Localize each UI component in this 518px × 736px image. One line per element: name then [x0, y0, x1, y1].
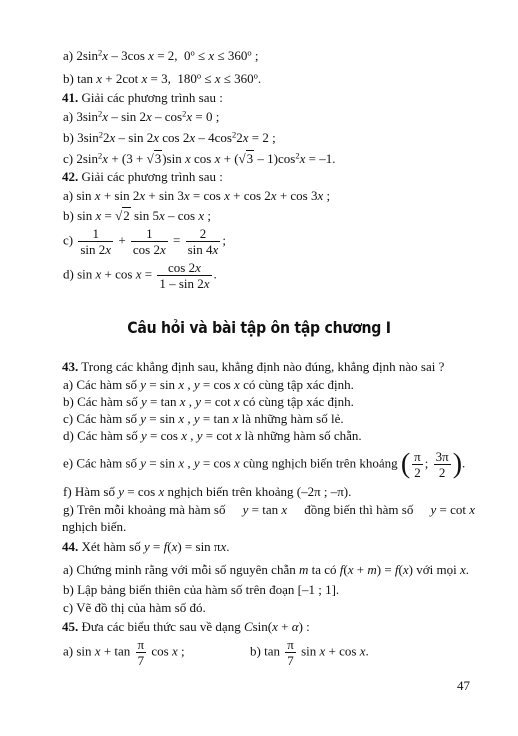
q43-item-f: f) Hàm số y = cos x nghịch biến trên khoảng (–2π ; –π).: [63, 484, 352, 499]
q43-item-e: e) Các hàm số y = sin x , y = cos x cùng nghịch biến trên khoảng ( $\frac{\pi}{2}$ ; $\frac{3\pi}{2}$ ).: [63, 448, 466, 480]
q40-item-b: b) tan x + 2cot x = 3, $180^o \le x \le 360^o$.: [63, 70, 262, 86]
q42-title: 42. Giải các phương trình sau :: [62, 169, 223, 184]
q42-item-a: a) sin x + sin 2x + sin 3x = cos x + cos 2x + cos 3x ;: [63, 188, 331, 203]
page-number: 47: [457, 678, 470, 693]
q43-item-a: a) Các hàm số y = sin x , y = cos x có cùng tập xác định.: [63, 377, 354, 392]
q41-title: 41. Giải các phương trình sau :: [62, 90, 223, 105]
q41-item-a: a) $3\sin^2x - \sin 2x - \cos^2x = 0$ ;: [63, 108, 220, 124]
q45-item-a: a) sin x + tan $\frac{\pi}{7}$ cos x ;: [63, 637, 185, 668]
q43-item-d: d) Các hàm số y = cos x , y = cot x là những hàm số chẵn.: [63, 428, 362, 443]
review-heading: Câu hỏi và bài tập ôn tập chương I: [127, 318, 391, 337]
q43-title: 43. Trong các khẳng định sau, khẳng định nào đúng, khẳng định nào sai ?: [62, 359, 445, 374]
q42-item-c: c) $\frac{1}{\sin 2x}$ + $\frac{1}{\cos 2x}$ = $\frac{2}{\sin 4x}$ ;: [63, 226, 226, 257]
q40-item-a: a) $2\sin^2x - 3\cos$ x = 2, $0^o \le x \le 360^o$ ;: [63, 47, 259, 63]
q43-item-b: b) Các hàm số y = tan x , y = cot x có cùng tập xác định.: [63, 394, 354, 409]
q45-item-b: b) tan $\frac{\pi}{7}$ sin x + cos x.: [250, 637, 369, 668]
q45-title: 45. Đưa các biểu thức sau về dạng Csin(x + α) :: [62, 619, 310, 634]
q43-item-c: c) Các hàm số y = sin x , y = tan x là những hàm số lẻ.: [63, 411, 344, 426]
q44-item-b: b) Lập bảng biến thiên của hàm số trên đoạn [–1 ; 1].: [63, 582, 340, 597]
q44-item-a: a) Chứng minh rằng với mỗi số nguyên chẵn m ta có f(x + m) = f(x) với mọi x.: [63, 562, 470, 577]
q44-item-c: c) Vẽ đồ thị của hàm số đó.: [63, 600, 206, 615]
q42-item-d: d) sin x + cos x = $\frac{\cos 2x}{1 - \sin 2x}$ .: [63, 260, 217, 291]
q41-item-c: c) $2\sin^2x + (3 + √3)\sin$ x $\cos x + (√3 - 1)\cos^2x = -1$.: [63, 150, 336, 166]
q41-item-b: b) $3\sin^22x$ – sin 2x $\cos 2x - 4\cos^22x = 2$ ;: [63, 129, 276, 145]
q43-item-g-cont: nghịch biến.: [62, 519, 127, 534]
q42-item-b: b) sin x = √2 sin 5x – cos x ;: [63, 208, 211, 223]
q43-item-g: g) Trên mỗi khoảng mà hàm số y = tan x đồng biến thì hàm số y = cot x: [63, 502, 475, 517]
q44-title: 44. Xét hàm số y = f(x) = sin πx.: [62, 539, 230, 554]
